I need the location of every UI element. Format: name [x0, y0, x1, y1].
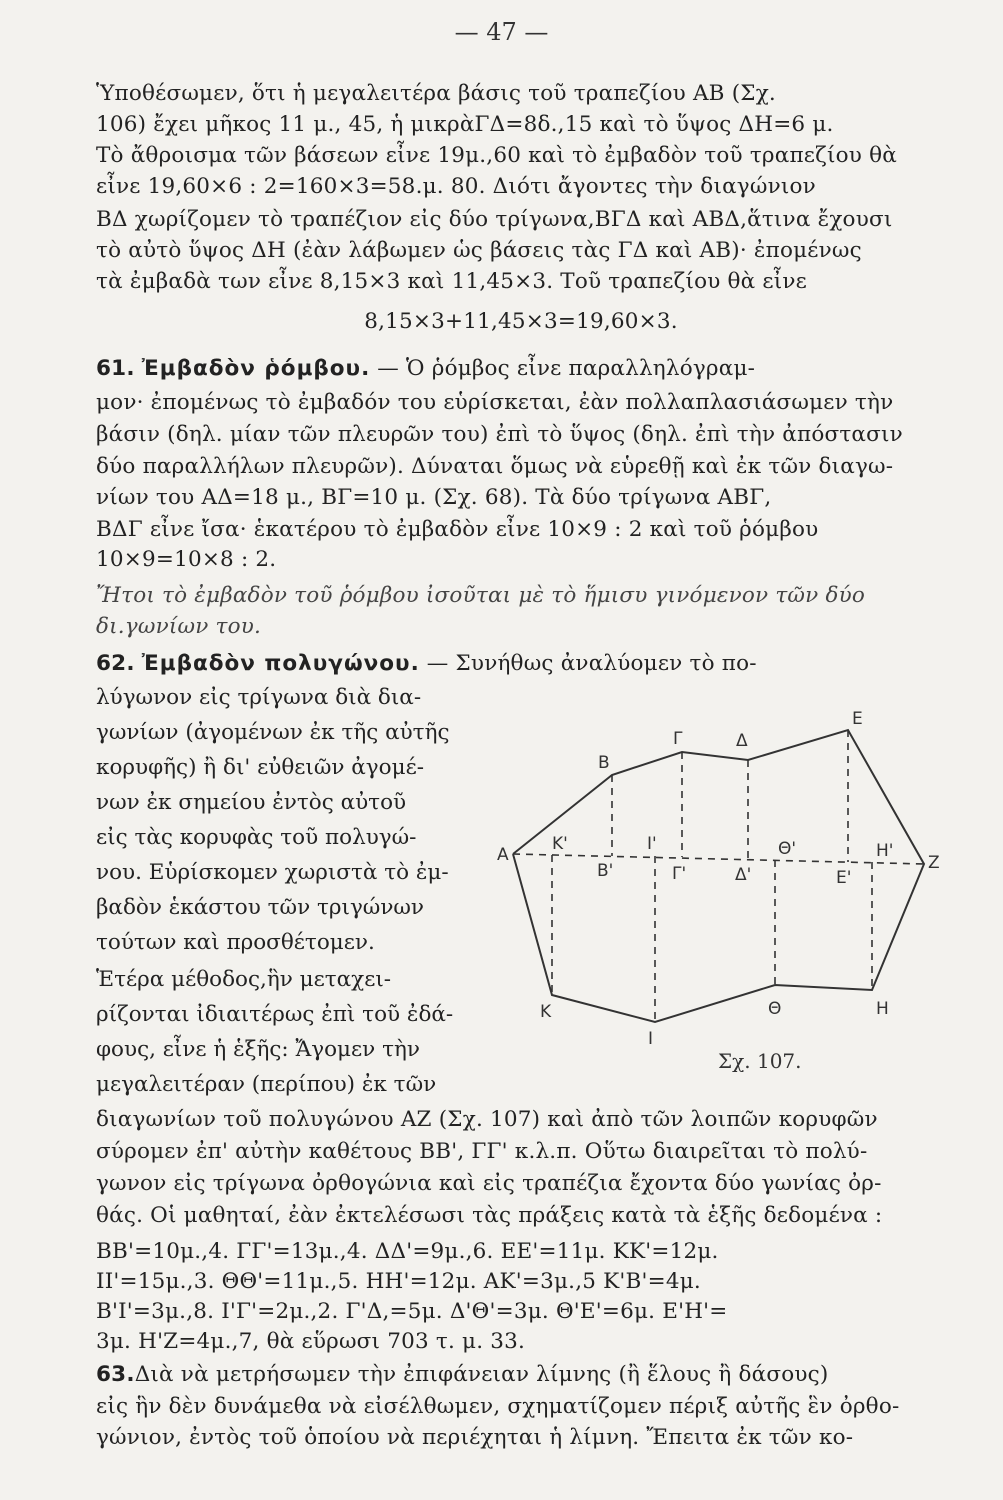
- text-line: βαδὸν ἑκάστου τῶν τριγώνων: [96, 895, 425, 920]
- foot-label-H: Η': [876, 841, 894, 861]
- text-line: νων ἐκ σημείου ἐντὸς αὐτοῦ: [96, 790, 407, 815]
- page-number: — 47 —: [454, 18, 549, 46]
- foot-label-B: Β': [597, 861, 614, 881]
- foot-label-K: Κ': [552, 834, 568, 854]
- text-line: μον· ἐπομένως τὸ ἐμβαδόν του εὑρίσκεται, ἐὰν πολλαπλασιάσωμεν τὴν: [96, 390, 894, 415]
- text-line: εἰς ἣν δὲν δυνάμεθα νὰ εἰσέλθωμεν, σχηματίζομεν πέριξ αὐτῆς ἓν ὀρθο-: [96, 1394, 900, 1419]
- foot-label-G: Γ': [672, 864, 687, 884]
- text-line: λύγωνον εἰς τρίγωνα διὰ δια-: [96, 685, 422, 710]
- text-line: Β'Ι'=3μ.,8. Ι'Γ'=2μ.,2. Γ'Δ,=5μ. Δ'Θ'=3μ. Θ'Ε'=6μ. Ε'Η'=: [96, 1299, 728, 1324]
- text-line: ΒΔ χωρίζομεν τὸ τραπέζιον εἰς δύο τρίγωνα,ΒΓΔ καὶ ΑΒΔ,ἅτινα ἔχουσι: [96, 207, 893, 232]
- text-line: Τὸ ἄθροισμα τῶν βάσεων εἶνε 19μ.,60 καὶ τὸ ἐμβαδὸν τοῦ τραπεζίου θὰ: [96, 143, 897, 168]
- text-line: θάς. Οἱ μαθηταί, ἐὰν ἐκτελέσωσι τὰς πράξεις κατὰ τὰ ἑξῆς δεδομένα :: [96, 1203, 883, 1228]
- text-line: 3μ. Η'Ζ=4μ.,7, θὰ εὕρωσι 703 τ. μ. 33.: [96, 1329, 526, 1354]
- text-line: τούτων καὶ προσθέτομεν.: [96, 930, 375, 955]
- text-line: βάσιν (δηλ. μίαν τῶν πλευρῶν του) ἐπὶ τὸ ὕψος (δηλ. ἐπὶ τὴν ἀπόστασιν: [96, 422, 903, 447]
- italic-line: δι.γωνίων του.: [96, 614, 262, 639]
- section-number: 61.: [96, 356, 135, 381]
- text-line: δύο παραλλήλων πλευρῶν). Δύναται ὅμως νὰ εὑρεθῇ καὶ ἐκ τῶν διαγω-: [96, 454, 894, 479]
- text-line: φους, εἶνε ἡ ἑξῆς: Ἄγομεν τὴν: [96, 1037, 420, 1062]
- vertex-label-G: Γ: [673, 729, 683, 749]
- text-line: εἶνε 19,60×6 : 2=160×3=58.μ. 80. Διότι ἄγοντες τὴν διαγώνιον: [96, 174, 816, 199]
- vertex-label-H: Η: [876, 999, 889, 1019]
- foot-label-I: Ι': [647, 834, 657, 854]
- text-line: Ἑτέρα μέθοδος,ἣν μεταχει-: [96, 967, 392, 992]
- text-line: μεγαλειτέραν (περίπου) ἐκ τῶν: [96, 1072, 437, 1097]
- section-title: Ἐμβαδὸν πολυγώνου.: [141, 651, 420, 676]
- text-line: 10×9=10×8 : 2.: [96, 547, 277, 572]
- section-text: — Ὁ ῥόμβος εἶνε παραλληλόγραμ-: [377, 356, 756, 381]
- italic-line: Ἤτοι τὸ ἐμβαδὸν τοῦ ῥόμβου ἰσοῦται μὲ τὸ ἥμισυ γινόμενον τῶν δύο: [96, 583, 866, 608]
- vertex-label-A: Α: [497, 845, 509, 865]
- text-line: σύρομεν ἐπ' αὐτὴν καθέτους ΒΒ', ΓΓ' κ.λ.π. Οὕτω διαιρεῖται τὸ πολύ-: [96, 1139, 868, 1164]
- text-line: διαγωνίων τοῦ πολυγώνου ΑΖ (Σχ. 107) καὶ ἀπὸ τῶν λοιπῶν κορυφῶν: [96, 1107, 878, 1132]
- section-title: Ἐμβαδὸν ῥόμβου.: [141, 356, 371, 381]
- text-line: κορυφῆς) ἢ δι' εὐθειῶν ἀγομέ-: [96, 755, 424, 780]
- vertex-label-D: Δ: [736, 731, 748, 751]
- text-line: ρίζονται ἰδιαιτέρως ἐπὶ τοῦ ἐδά-: [96, 1002, 454, 1027]
- text-line: ΒΒ'=10μ.,4. ΓΓ'=13μ.,4. ΔΔ'=9μ.,6. ΕΕ'=11μ. ΚΚ'=12μ.: [96, 1239, 719, 1264]
- text-line: νου. Εὑρίσκομεν χωριστὰ τὸ ἐμ-: [96, 860, 449, 885]
- vertex-label-B: Β: [598, 753, 610, 773]
- section-text: — Συνήθως ἀναλύομεν τὸ πο-: [426, 651, 757, 676]
- diagonal-and-perpendiculars: [513, 730, 924, 1022]
- vertex-label-Z: Ζ: [928, 853, 940, 873]
- text-line: Ὑποθέσωμεν, ὅτι ἡ μεγαλειτέρα βάσις τοῦ τραπεζίου ΑΒ (Σχ.: [96, 81, 776, 106]
- vertex-label-TH: Θ: [768, 999, 782, 1019]
- diagonal-AZ: [513, 854, 924, 864]
- figure-caption: Σχ. 107.: [718, 1049, 802, 1073]
- text-line: ΙΙ'=15μ.,3. ΘΘ'=11μ.,5. ΗΗ'=12μ. ΑΚ'=3μ.,5 Κ'Β'=4μ.: [96, 1269, 701, 1294]
- text-line: γωνίων (ἀγομένων ἐκ τῆς αὐτῆς: [96, 720, 450, 745]
- foot-label-E: Ε': [836, 868, 852, 888]
- vertex-label-E: Ε: [852, 709, 863, 729]
- text-line: ΒΔΓ εἶνε ἴσα· ἑκατέρου τὸ ἐμβαδὸν εἶνε 10×9 : 2 καὶ τοῦ ῥόμβου: [96, 517, 819, 542]
- vertex-label-K: Κ: [540, 1002, 552, 1022]
- foot-label-D: Δ': [735, 865, 752, 885]
- vertex-label-I: Ι: [648, 1029, 654, 1049]
- text-line: γωνον εἰς τρίγωνα ὀρθογώνια καὶ εἰς τραπέζια ἔχοντα δύο γωνίας ὀρ-: [96, 1171, 882, 1196]
- text-line: 106) ἔχει μῆκος 11 μ., 45, ἡ μικρὰΓΔ=8δ.,15 καὶ τὸ ὕψος ΔΗ=6 μ.: [96, 112, 834, 137]
- section-number: 62.: [96, 651, 135, 676]
- text-line: εἰς τὰς κορυφὰς τοῦ πολυγώ-: [96, 825, 417, 850]
- text-line: νίων του ΑΔ=18 μ., ΒΓ=10 μ. (Σχ. 68). Τὰ δύο τρίγωνα ΑΒΓ,: [96, 485, 772, 510]
- text-line: τὰ ἐμβαδὰ των εἶνε 8,15×3 καὶ 11,45×3. Τοῦ τραπεζίου θὰ εἶνε: [96, 269, 807, 294]
- formula: 8,15×3+11,45×3=19,60×3.: [364, 309, 678, 334]
- polygon-edges: [513, 730, 924, 1022]
- text-line: τὸ αὐτὸ ὕψος ΔΗ (ἐὰν λάβωμεν ὡς βάσεις τὰς ΓΔ καὶ ΑΒ)· ἐπομένως: [96, 238, 862, 263]
- foot-label-TH: Θ': [778, 839, 797, 859]
- section-text: Διὰ νὰ μετρήσωμεν τὴν ἐπιφάνειαν λίμνης (ἢ ἕλους ἢ δάσους): [134, 1362, 829, 1387]
- section-number: 63.: [96, 1362, 135, 1387]
- polygon-outline: [513, 730, 924, 1022]
- text-line: γώνιον, ἐντὸς τοῦ ὁποίου νὰ περιέχηται ἡ λίμνη. Ἔπειτα ἐκ τῶν κο-: [96, 1425, 854, 1450]
